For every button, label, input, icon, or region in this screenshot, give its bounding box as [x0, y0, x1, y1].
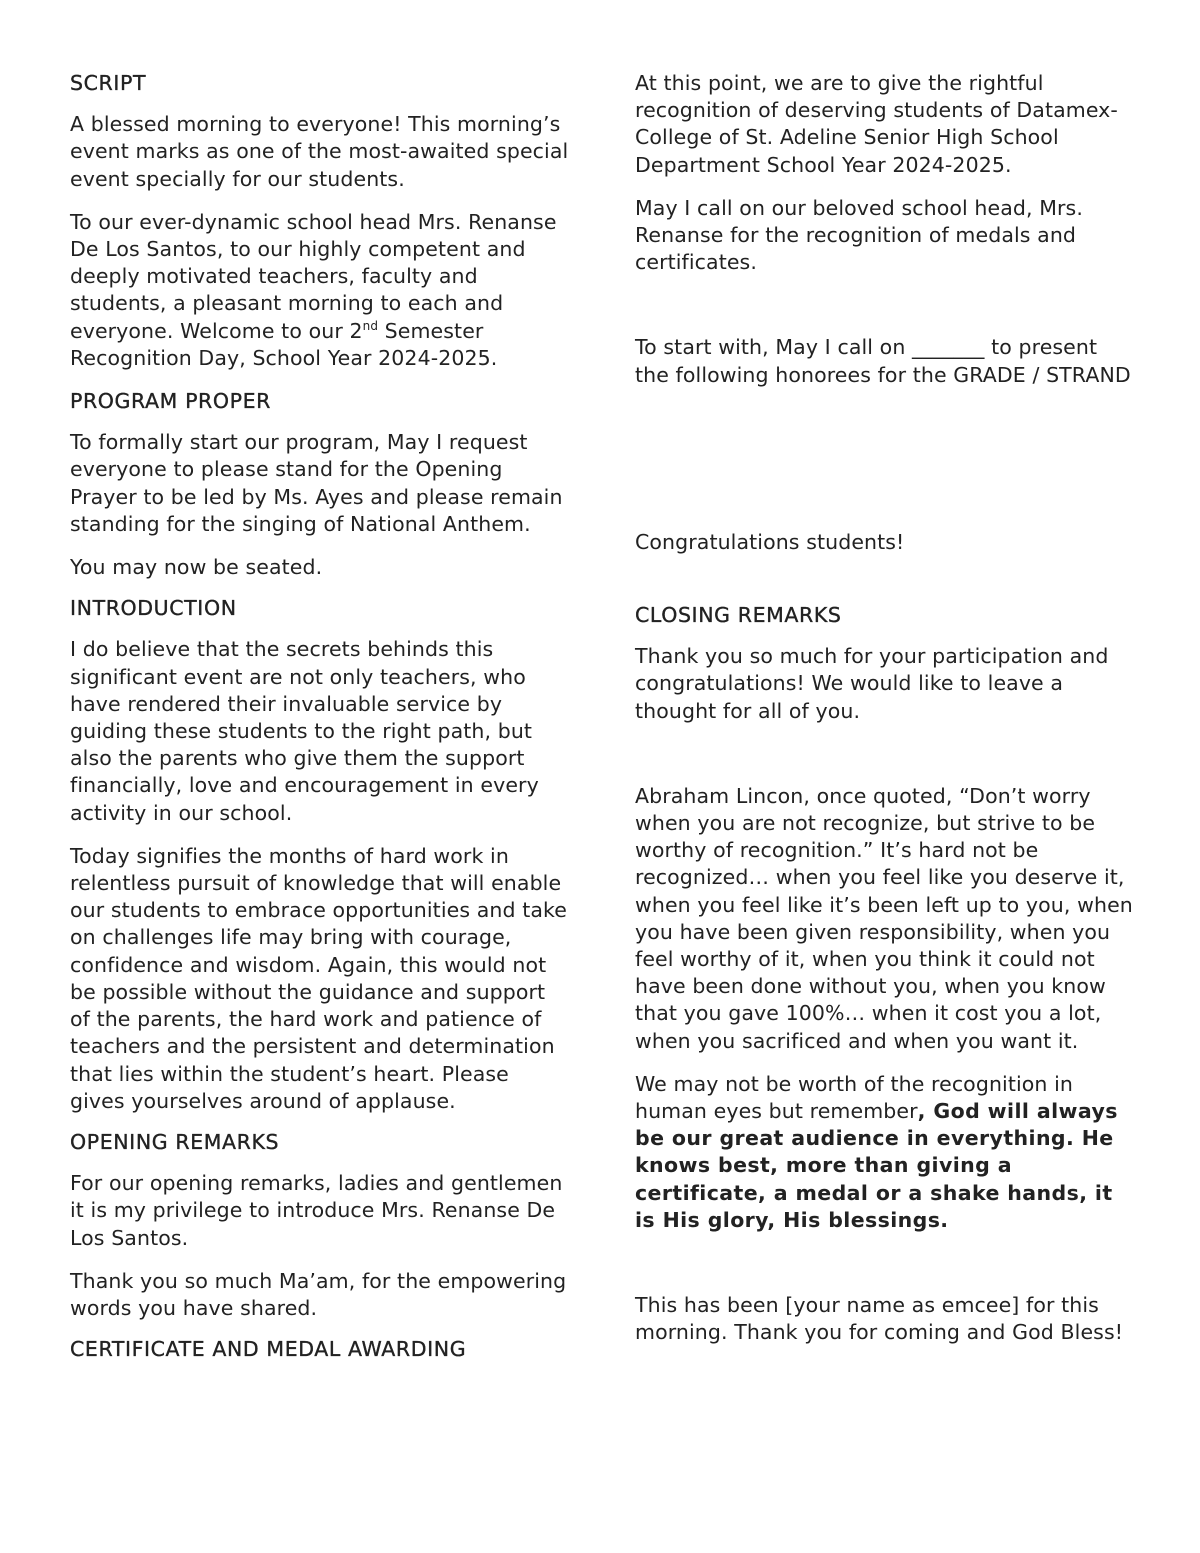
ordinal-superscript: nd	[362, 318, 379, 333]
script-paragraph-greeting	[70, 209, 570, 372]
closing-paragraph-quote: Abraham Lincon, once quoted, “Don’t worry when you are not recognize, but strive to be worthy of recognition.” It’s hard not be recognized… when you feel like you deserve it, when you feel like it’s been left up to you, when you have been given responsibility, when you feel worthy of it, when you think it could not have been done without you, when you know that you gave 100%… when it cost you a lot, when you sacrificed and when you want it.	[635, 783, 1133, 1053]
opening-paragraph-introduce: For our opening remarks, ladies and gentlemen it is my privilege to introduce Mrs. Renanse De Los Santos.	[70, 1171, 563, 1250]
awarding-paragraph-presenter: To start with, May I call on _______ to present the following honorees for the GRADE / STRAND	[635, 335, 1131, 387]
script-greeting-text-end: Semester Recognition Day, School Year 2024-2025.	[70, 318, 498, 370]
script-heading: SCRIPT	[70, 71, 147, 95]
right-column	[635, 70, 1135, 1363]
program-proper-heading: PROGRAM PROPER	[70, 389, 271, 414]
opening-remarks-heading: OPENING REMARKS	[70, 1129, 280, 1154]
script-greeting-text: To our ever-dynamic school head Mrs. Renanse De Los Santos, to our highly competent and deeply motivated teachers, faculty and students, a pleasant morning to each and everyone. Welcome to our 2	[70, 209, 557, 343]
introduction-paragraph-secrets: I do believe that the secrets behinds this significant event are not only teachers, who have rendered their invaluable service by guiding these students to the right path, but also the parents who give them the support financially, love and encouragement in every activity in our school.	[70, 637, 539, 825]
closing-paragraph-reminder	[635, 1071, 1135, 1234]
program-paragraph-prayer: To formally start our program, May I request everyone to please stand for the Opening Prayer to be led by Ms. Ayes and please remain standing for the singing of National Anthem.	[70, 430, 563, 536]
script-paragraph-welcome: A blessed morning to everyone! This morning’s event marks as one of the most-awaited special event specially for our students.	[70, 112, 569, 191]
opening-paragraph-thanks: Thank you so much Ma’am, for the empowering words you have shared.	[70, 1268, 567, 1320]
certificate-medal-awarding-heading: CERTIFICATE AND MEDAL AWARDING	[70, 1337, 467, 1362]
closing-reminder-emphasis: , God will always be our great audience in everything. He knows best, more than giving a certificate, a medal or a shake hands, it is His glory, His blessings.	[635, 1099, 1118, 1232]
awarding-paragraph-recognition: At this point, we are to give the rightful recognition of deserving students of Datamex-College of St. Adeline Senior High School Department School Year 2024-2025.	[635, 71, 1118, 177]
introduction-heading: INTRODUCTION	[70, 596, 237, 621]
closing-remarks-heading: CLOSING REMARKS	[635, 603, 842, 628]
closing-paragraph-thanks: Thank you so much for your participation and congratulations! We would like to leave a thought for all of you.	[635, 644, 1109, 723]
introduction-paragraph-today: Today signifies the months of hard work in relentless pursuit of knowledge that will enable our students to embrace opportunities and take on challenges life may bring with courage, confidence and wisdom. Again, this would not be possible without the guidance and support of the parents, the hard work and patience of teachers and the persistent and determination that lies within the student’s heart. Please gives yourselves around of applause.	[70, 843, 567, 1113]
program-paragraph-seated: You may now be seated.	[70, 555, 323, 580]
awarding-paragraph-school-head: May I call on our beloved school head, Mrs. Renanse for the recognition of medals and certificates.	[635, 195, 1083, 275]
left-column	[70, 70, 570, 1377]
congratulations-text: Congratulations students!	[635, 529, 905, 554]
closing-reminder-text: We may not be worth of the recognition in human eyes but remember	[635, 1071, 1074, 1124]
closing-paragraph-signoff: This has been [your name as emcee] for this morning. Thank you for coming and God Bless!	[635, 1293, 1124, 1345]
